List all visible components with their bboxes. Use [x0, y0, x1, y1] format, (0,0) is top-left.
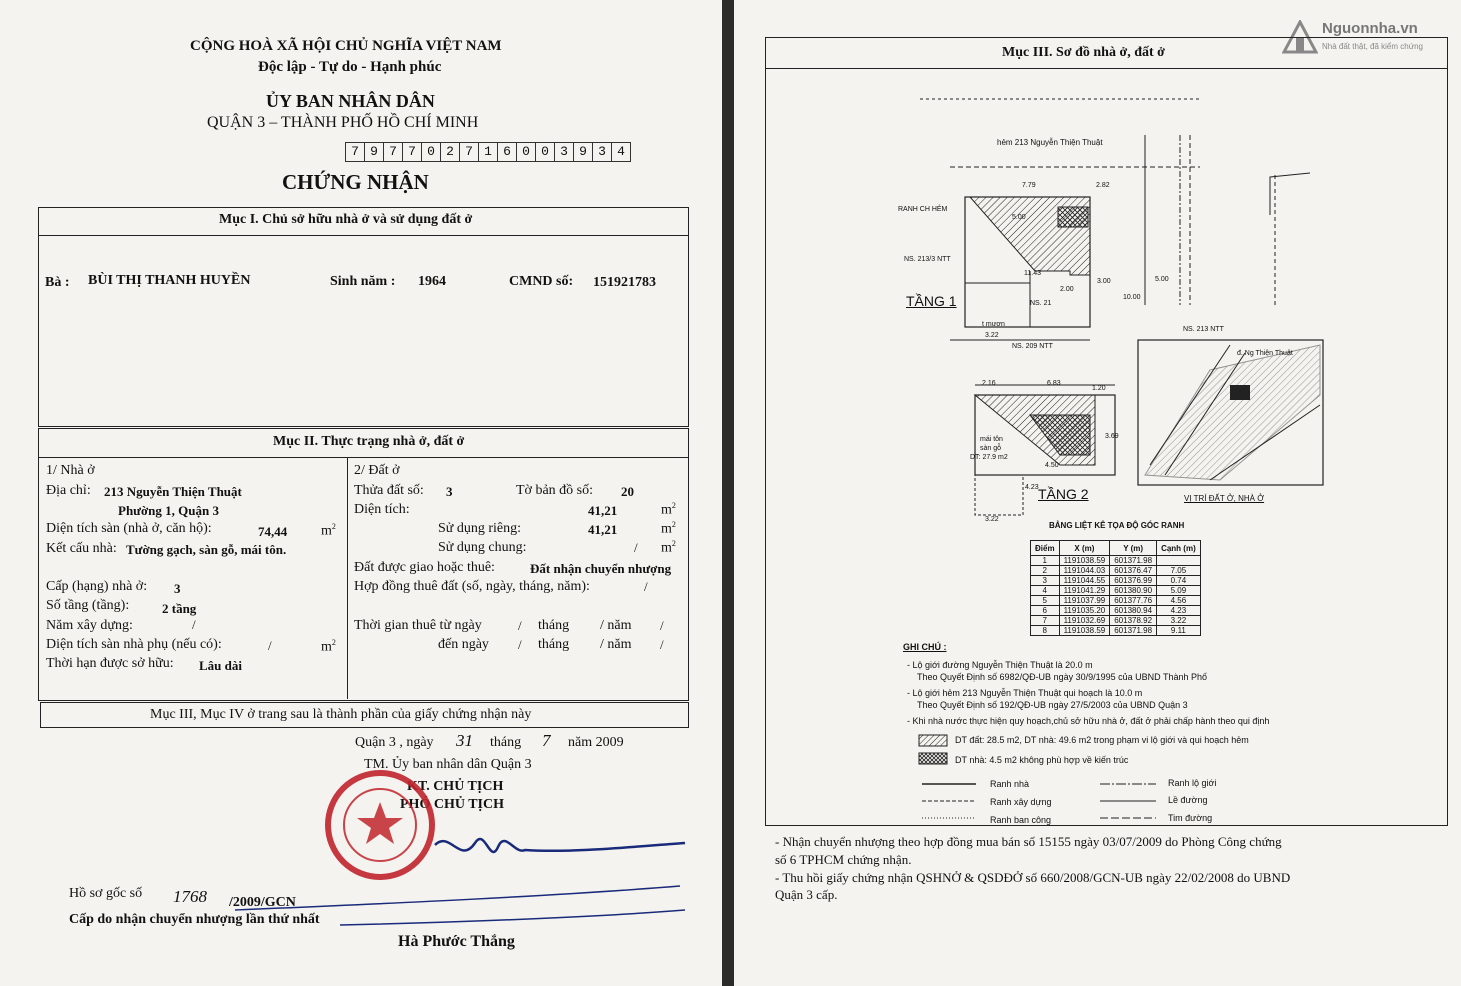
land-title: 2/ Đất ở	[354, 463, 400, 478]
serial-number: 7 9 7 7 0 2 7 1 6 0 0 3 9 3 4	[345, 142, 631, 162]
section-1-box	[38, 207, 689, 427]
dimension-label: 1.20	[1092, 385, 1106, 392]
table-row: 2 1191044.03 601376.47 7.05	[1031, 566, 1201, 576]
note-line: - Khi nhà nước thực hiện quy hoạch,chủ sở hữu nhà ở, đất ở phải chấp hành theo qui định	[907, 716, 1270, 726]
dimension-label: 6.83	[1047, 380, 1061, 387]
dimension-label: 3.22	[985, 516, 999, 523]
hem-label: hẻm 213 Nguyễn Thiện Thuật	[997, 138, 1103, 147]
address-line-2: Phường 1, Quận 3	[118, 503, 219, 518]
dimension-label: 4.50	[1045, 462, 1059, 469]
table-row: 4 1191041.29 601380.90 5.09	[1031, 586, 1201, 596]
remark-line: - Thu hồi giấy chứng nhận QSHNỞ & QSDĐỞ số 660/2008/GCN-UB ngày 22/02/2008 do UBND	[775, 870, 1291, 885]
dimension-label: 3.00	[1097, 278, 1111, 285]
divider	[347, 457, 348, 699]
house-title: 1/ Nhà ở	[46, 463, 95, 478]
day-value: 31	[456, 731, 473, 750]
issued-reason: Cấp do nhận chuyển nhượng lần thứ nhất	[69, 912, 320, 927]
grade-label: Cấp (hạng) nhà ở:	[46, 579, 148, 594]
grade-value: 3	[174, 581, 181, 596]
section-3-heading: Mục III. Sơ đồ nhà ở, đất ở	[1002, 45, 1165, 60]
lease-label: Hợp đồng thuê đất (số, ngày, tháng, năm):	[354, 579, 590, 594]
committee-heading: ỦY BAN NHÂN DÂN	[266, 91, 435, 111]
footer-note: Mục III, Mục IV ở trang sau là thành phần của giấy chứng nhận này	[150, 707, 532, 722]
birth-year: 1964	[418, 274, 446, 289]
notes-title: GHI CHÚ :	[903, 642, 947, 652]
slash: /	[518, 618, 522, 633]
address-line-1: 213 Nguyễn Thiện Thuật	[104, 484, 242, 499]
private-value: 41,21	[588, 522, 618, 537]
logo-brand: Nguonnha.vn	[1322, 20, 1418, 37]
legend-ranh-lo-gioi: Ranh lộ giới	[1168, 778, 1217, 788]
remark-line: số 6 TPHCM chứng nhận.	[775, 852, 912, 867]
address-label: Địa chỉ:	[46, 483, 91, 498]
table-row: 8 1191038.59 601371.98 9.11	[1031, 626, 1201, 636]
floor-material-label: sàn gỗ	[980, 445, 1002, 452]
section-2-heading: Mục II. Thực trạng nhà ở, đất ở	[273, 434, 465, 449]
neighbor-label: NS. 213 NTT	[1183, 326, 1224, 333]
area-label: DT: 27.9 m2	[970, 454, 1008, 461]
logo-tagline: Nhà đất thật, đã kiểm chứng	[1322, 42, 1423, 51]
motto: Độc lập - Tự do - Hạnh phúc	[258, 59, 442, 75]
unit-m2: $m^2$	[661, 539, 676, 556]
id-label: CMND số:	[509, 274, 574, 289]
aux-area-value: /	[268, 638, 272, 653]
legend-swatches	[918, 734, 950, 766]
signature-graphic	[430, 825, 690, 870]
map-value: 20	[621, 484, 634, 499]
lease-to-label: đến ngày	[438, 637, 489, 652]
official-seal-stamp	[320, 760, 440, 890]
note-line: - Lộ giới hẻm 213 Nguyễn Thiện Thuật qui hoạch là 10.0 m	[907, 688, 1143, 698]
district-heading: QUẬN 3 – THÀNH PHỐ HỒ CHÍ MINH	[207, 114, 479, 131]
divider	[38, 235, 688, 236]
tang2-label: TẦNG 2	[1038, 486, 1089, 502]
column-header: Cạnh (m)	[1157, 541, 1201, 556]
structure-value: Tường gạch, sàn gỗ, mái tôn.	[126, 542, 287, 557]
note-line: - Lộ giới đường Nguyễn Thiện Thuật là 20.0 m	[907, 660, 1093, 670]
file-suffix: /2009/GCN	[229, 895, 296, 910]
plot-label: Thửa đất số:	[354, 483, 424, 498]
lease-from-label: Thời gian thuê từ ngày	[354, 618, 482, 633]
owner-name: BÙI THỊ THANH HUYỀN	[88, 273, 251, 288]
republic-heading: CỘNG HOÀ XÃ HỘI CHỦ NGHĨA VIỆT NAM	[190, 38, 502, 54]
aux-area-label: Diện tích sàn nhà phụ (nếu có):	[46, 637, 222, 652]
location-map-label: VỊ TRÍ ĐẤT Ở, NHÀ Ở	[1184, 494, 1265, 503]
neighbor-label: NS. 209 NTT	[1012, 343, 1053, 350]
month-label: tháng	[490, 735, 522, 750]
legend-ranh-nha: Ranh nhà	[990, 779, 1030, 789]
roof-label: mái tôn	[980, 436, 1003, 443]
dimension-label: 4.23	[1025, 484, 1039, 491]
allocated-value: Đất nhận chuyển nhượng	[530, 561, 672, 576]
dimension-label: 5.00	[1012, 214, 1026, 221]
lease-value: /	[644, 579, 648, 594]
month-label: tháng	[538, 618, 570, 633]
file-number: 1768	[173, 887, 207, 906]
place-date: Quận 3 , ngày	[355, 735, 434, 750]
section-1-heading: Mục I. Chủ sở hữu nhà ở và sử dụng đất ở	[219, 212, 473, 227]
dimension-label: 3.69	[1105, 433, 1119, 440]
tm-line: TM. Ủy ban nhân dân Quận 3	[364, 757, 532, 772]
dimension-label: 5.00	[1155, 276, 1169, 283]
underline-stroke	[230, 880, 690, 930]
year-label: / năm	[600, 637, 632, 652]
note-line: Theo Quyết Định số 192/QĐ-UB ngày 27/5/2003 của UBND Quận 3	[917, 700, 1188, 710]
dimension-label: 11.43	[1024, 270, 1041, 277]
floors-value: 2 tầng	[162, 601, 197, 616]
term-value: Lâu dài	[199, 658, 242, 673]
area-value: 41,21	[588, 503, 618, 518]
term-label: Thời hạn được sở hữu:	[46, 656, 174, 671]
dimension-label: 2.00	[1060, 286, 1074, 293]
column-header: Điểm	[1031, 541, 1060, 556]
dimension-label: 3.22	[985, 332, 999, 339]
year-label: / năm	[600, 618, 632, 633]
month-value: 7	[542, 731, 551, 750]
year-text: năm 2009	[568, 735, 624, 750]
unit-m2: $m^2$	[321, 522, 336, 539]
neighbor-label: NS. 21	[1030, 300, 1052, 307]
tang1-label: TẦNG 1	[906, 293, 957, 309]
table-row: 3 1191044.55 601376.99 0.74	[1031, 576, 1201, 586]
unit-m2: $m^2$	[661, 501, 676, 518]
common-label: Sử dụng chung:	[438, 540, 527, 555]
remark-line: - Nhận chuyển nhượng theo hợp đồng mua bán số 15155 ngày 03/07/2009 do Phòng Công chứng	[775, 834, 1282, 849]
legend-hatch-1: DT đất: 28.5 m2, DT nhà: 49.6 m2 trong phạm vi lộ giới và qui hoạch hẻm	[955, 735, 1249, 745]
pct-title: PHÓ CHỦ TỊCH	[400, 797, 504, 812]
floor-plan-drawing	[890, 95, 1330, 525]
month-label: tháng	[538, 637, 570, 652]
note-line: Theo Quyết Định số 6982/QĐ-UB ngày 30/9/1995 của UBND Thành Phố	[917, 672, 1208, 682]
signer-name: Hà Phước Thắng	[398, 933, 515, 950]
table-row: 6 1191035.20 601380.94 4.23	[1031, 606, 1201, 616]
legend-ranh-ban-cong: Ranh ban công	[990, 815, 1052, 825]
neighbor-label: NS. 213/3 NTT	[904, 256, 951, 263]
column-header: Y (m)	[1110, 541, 1157, 556]
dimension-label: 10.00	[1123, 294, 1141, 301]
column-header: X (m)	[1059, 541, 1110, 556]
file-label: Hồ sơ gốc số	[69, 886, 143, 901]
slash: /	[660, 637, 664, 652]
certificate-title: CHỨNG NHẬN	[282, 170, 429, 194]
slash: /	[518, 637, 522, 652]
ba-label: Bà :	[45, 275, 70, 290]
remark-line: Quận 3 cấp.	[775, 887, 838, 902]
legend-tim-duong: Tim đường	[1168, 813, 1213, 823]
map-label: Tờ bản đồ số:	[516, 483, 594, 498]
unit-m2: $m^2$	[661, 520, 676, 537]
dimension-label: 2.16	[982, 380, 996, 387]
id-number: 151921783	[593, 275, 656, 290]
table-row: 5 1191037.99 601377.76 4.56	[1031, 596, 1201, 606]
street-label: đ. Ng Thiện Thuật	[1237, 350, 1293, 357]
ranh-hem-label: RANH CH HẺM	[898, 206, 948, 213]
floor-area-label: Diện tích sàn (nhà ở, căn hộ):	[46, 521, 212, 536]
table-row: 1 1191038.59 601371.98	[1031, 556, 1201, 566]
legend-hatch-2: DT nhà: 4.5 m2 không phù hợp về kiến trúc	[955, 755, 1129, 765]
dimension-label: 7.79	[1022, 182, 1036, 189]
allocated-label: Đất được giao hoặc thuê:	[354, 560, 495, 575]
plot-value: 3	[446, 484, 453, 499]
unit-m2: $m^2$	[321, 638, 336, 655]
divider	[765, 68, 1447, 69]
table-header-row	[1031, 541, 1201, 556]
legend-ranh-xay-dung: Ranh xây dựng	[990, 797, 1052, 807]
dimension-label: 2.82	[1096, 182, 1110, 189]
area-label: Diện tích:	[354, 502, 410, 517]
coordinate-table	[1030, 540, 1201, 636]
common-value: /	[634, 540, 638, 555]
coord-table-title: BẢNG LIỆT KÊ TỌA ĐỘ GÓC RANH	[1049, 521, 1185, 530]
floor-area-value: 74,44	[258, 524, 288, 539]
year-label: Năm xây dựng:	[46, 618, 133, 633]
floors-label: Số tầng (tầng):	[46, 598, 130, 613]
legend-le-duong: Lề đường	[1168, 795, 1208, 805]
structure-label: Kết cấu nhà:	[46, 541, 117, 556]
birth-label: Sinh năm :	[330, 274, 396, 289]
divider	[38, 457, 688, 458]
kt-title: KT. CHỦ TỊCH	[407, 779, 504, 794]
tmuon-label: t mượn	[982, 321, 1005, 328]
private-label: Sử dụng riêng:	[438, 521, 522, 536]
year-value: /	[192, 617, 196, 632]
slash: /	[660, 618, 664, 633]
table-row: 7 1191032.69 601378.92 3.22	[1031, 616, 1201, 626]
